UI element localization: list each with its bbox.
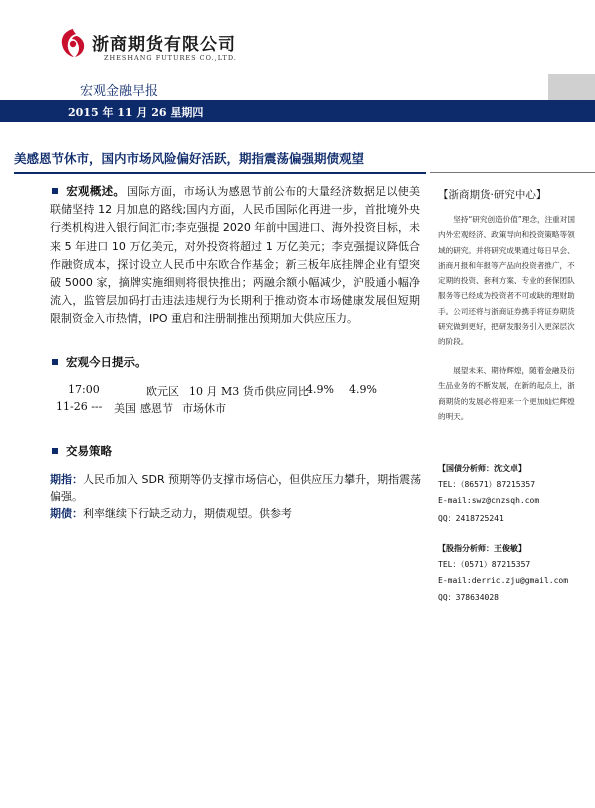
overview-section xyxy=(50,182,420,329)
bullet-square-icon xyxy=(52,359,58,365)
calendar-row-event: 感恩节 xyxy=(140,402,173,415)
analyst-tel: TEL：（0571）87215357 xyxy=(438,560,531,569)
strategy-item-index-futures xyxy=(50,471,425,505)
calendar-row-note: 市场休市 xyxy=(182,402,226,415)
overview-title: 宏观概述。 xyxy=(66,184,126,198)
analyst-email: E-mail:derric.zju@gmail.com xyxy=(438,576,569,585)
headline-divider xyxy=(14,172,426,174)
calendar-title: 宏观今日提示。 xyxy=(66,355,147,369)
analyst-title: 【国债分析师：沈文卓】 xyxy=(438,464,526,473)
analyst-email: E-mail:swz@cnzsqh.com xyxy=(438,496,540,505)
strategy-section xyxy=(50,471,425,522)
analyst-qq: QQ：378634028 xyxy=(438,593,499,602)
decorative-gray-block xyxy=(548,74,595,100)
strategy-text: 利率继续下行缺乏动力，期债观望。供参考 xyxy=(83,507,292,520)
strategy-label: 期指： xyxy=(50,473,83,486)
company-name-en: ZHESHANG FUTURES CO.,LTD. xyxy=(104,54,237,62)
sidebar-divider xyxy=(430,172,595,173)
company-name-cn: 浙商期货有限公司 xyxy=(92,35,236,55)
report-date: 2015 年 11 月 26 星期四 xyxy=(68,106,204,119)
analyst-title: 【股指分析师：王俊敏】 xyxy=(438,544,526,553)
headline: 美感恩节休市，国内市场风险偏好活跃，期指震荡偏强期债观望 xyxy=(14,151,365,166)
strategy-item-bond-futures xyxy=(50,505,425,522)
bullet-square-icon xyxy=(52,448,58,454)
calendar-row-time: 17:00 xyxy=(68,383,100,396)
calendar-row-forecast: 4.9% xyxy=(349,383,377,396)
strategy-text: 人民币加入 SDR 预期等仍支撑市场信心，但供应压力攀升，期指震荡偏强。 xyxy=(50,473,422,503)
calendar-row-region: 欧元区 xyxy=(146,385,179,398)
analyst-qq: QQ：2418725241 xyxy=(438,514,504,523)
analyst-tel: TEL：（86571）87215357 xyxy=(438,480,536,489)
calendar-row-prev: 4.9% xyxy=(306,383,334,396)
strategy-label: 期债： xyxy=(50,507,83,520)
sidebar-outlook: 展望未来、期待辉煌，随着金融及衍生品业务的不断发展，在新的起点上，浙商期货的发展必将迎来一个更加灿烂辉煌的明天。 xyxy=(438,366,575,421)
strategy-title: 交易策略 xyxy=(66,444,112,458)
calendar-row-region: 美国 xyxy=(114,402,136,415)
overview-text: 国际方面，市场认为感恩节前公布的大量经济数据足以使美联储坚持 12 月加息的路线;国内方面，人民币国际化再进一步，首批境外央行类机构进入银行间汇市;李克强提 2020 年前中国进口、海外投资目标，未来 5 年进口 10 万亿美元，对外投资将超过 1 万亿美元；李克强提议降低合作融资成本，探讨设立人民币中东欧合作基金；新三板年底挂牌企业有望突破 5000 家，摘牌实施细则将很快推出；两融余额小幅减少，沪股通小幅净流入，监管层加码打击违法违规行为长期利于推动资本市场健康发展但短期限制资金入市热情，IPO 重启和注册制推出预期加大供应压力。 xyxy=(50,185,421,326)
report-type: 宏观金融早报 xyxy=(80,84,159,99)
company-logo-icon xyxy=(60,28,86,58)
sidebar-intro: 坚持“研究创造价值”理念，注重对国内外宏观经济、政策导向和投资策略等领域的研究。并将研究成果通过每日早会、浙商月报和年报等产品向投资者推广，不定期的投资、套利方案、专业的套保团队服务等已经成为投资者不可或缺的理财助手。公司还将与浙商证券携手将证券期货研究做到更好，把研发服务引入更深层次的阶段。 xyxy=(438,215,575,347)
calendar-row-event: 10 月 M3 货币供应同比 xyxy=(189,385,309,398)
calendar-row-time: 11-26 --- xyxy=(56,400,103,413)
sidebar-title: 【浙商期货·研究中心】 xyxy=(438,189,547,201)
